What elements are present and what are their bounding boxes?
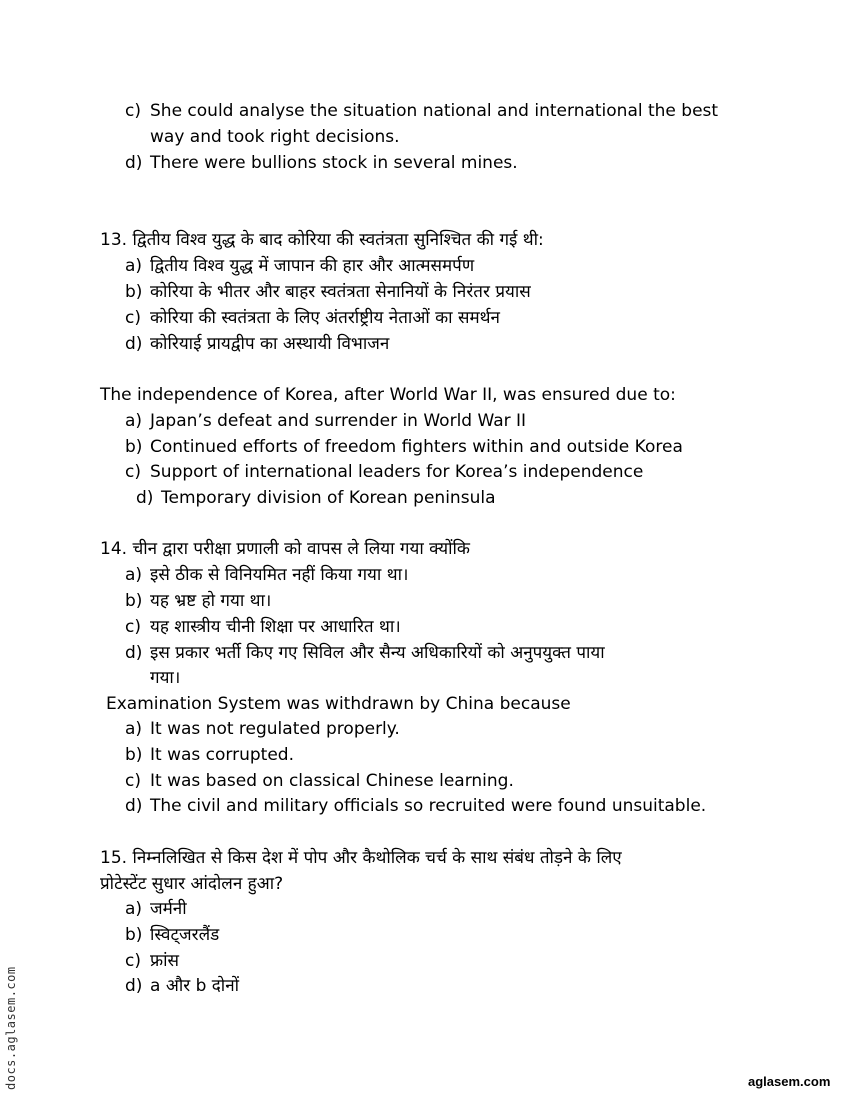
q13-english-option-d [136, 487, 495, 509]
option-text: यह शास्त्रीय चीनी शिक्षा पर आधारित था। [150, 617, 401, 637]
q15-hindi-option-b [125, 924, 219, 946]
option-text: इस प्रकार भर्ती किए गए सिविल और सैन्य अधिकारियों को अनुपयुक्त पाया [150, 643, 605, 663]
option-text: The civil and military officials so recruited were found unsuitable. [150, 796, 707, 816]
q14-english-option-d [125, 795, 706, 817]
option-label: a) [125, 256, 143, 276]
option-text: द्वितीय विश्व युद्ध में जापान की हार और आत्मसमर्पण [150, 256, 475, 276]
option-label: d) [136, 488, 154, 508]
option-text: It was corrupted. [150, 745, 294, 765]
q14-hindi-option-b [125, 590, 271, 612]
q13-hindi-question: 13. द्वितीय विश्व युद्ध के बाद कोरिया की स्वतंत्रता सुनिश्चित की गई थी: [100, 230, 544, 250]
q14-hindi-question: 14. चीन द्वारा परीक्षा प्रणाली को वापस ले लिया गया क्योंकि [100, 539, 470, 559]
option-text: She could analyse the situation national and international the best [150, 101, 719, 121]
option-text: Japan’s defeat and surrender in World War II [150, 411, 527, 431]
option-text: It was based on classical Chinese learning. [150, 771, 514, 791]
option-text: कोरिया की स्वतंत्रता के लिए अंतर्राष्ट्रीय नेताओं का समर्थन [150, 308, 500, 328]
option-label: c) [125, 771, 141, 791]
option-text: जर्मनी [150, 899, 187, 919]
option-text: फ्रांस [150, 951, 180, 971]
option-label: d) [125, 976, 143, 996]
q15-hindi-option-c [125, 950, 179, 972]
option-text: a और b दोनों [150, 976, 240, 996]
option-text: There were bullions stock in several mines. [150, 153, 518, 173]
option-label: c) [125, 951, 141, 971]
option-label: b) [125, 925, 143, 945]
option-text: यह भ्रष्ट हो गया था। [150, 591, 272, 611]
option-label: b) [125, 745, 143, 765]
option-label: c) [125, 462, 141, 482]
option-text: कोरिया के भीतर और बाहर स्वतंत्रता सेनानियों के निरंतर प्रयास [150, 282, 531, 302]
option-text: इसे ठीक से विनियमित नहीं किया गया था। [150, 565, 409, 585]
q14-hindi-option-c [125, 616, 401, 638]
option-label: c) [125, 617, 141, 637]
q15-hindi-question-continued: प्रोटेस्टेंट सुधार आंदोलन हुआ? [100, 874, 284, 894]
q14-hindi-option-a [125, 564, 408, 586]
q12-option-d [125, 152, 518, 174]
q15-hindi-option-d [125, 975, 239, 997]
option-text: Temporary division of Korean peninsula [161, 488, 496, 508]
q14-hindi-option-d-continued: गया। [150, 668, 181, 688]
option-text: It was not regulated properly. [150, 719, 400, 739]
q15-hindi-question: 15. निम्नलिखित से किस देश में पोप और कैथोलिक चर्च के साथ संबंध तोड़ने के लिए [100, 848, 622, 868]
q13-english-option-b [125, 436, 683, 458]
option-text: कोरियाई प्रायद्वीप का अस्थायी विभाजन [150, 334, 390, 354]
q14-hindi-option-d [125, 642, 605, 664]
q13-hindi-option-a [125, 255, 474, 277]
q14-english-option-a [125, 718, 400, 740]
q12-option-c [125, 100, 718, 122]
option-label: a) [125, 565, 143, 585]
brand-footer: aglasem.com [748, 1074, 831, 1089]
q14-english-option-c [125, 770, 514, 792]
option-label: c) [125, 101, 141, 121]
option-label: d) [125, 334, 143, 354]
side-watermark: docs.aglasem.com [4, 966, 18, 1090]
option-text: Continued efforts of freedom fighters within and outside Korea [150, 437, 683, 457]
option-label: a) [125, 411, 143, 431]
q13-hindi-option-d [125, 333, 389, 355]
option-label: b) [125, 591, 143, 611]
q15-hindi-option-a [125, 898, 187, 920]
option-label: a) [125, 719, 143, 739]
option-label: a) [125, 899, 143, 919]
q13-hindi-option-b [125, 281, 531, 303]
option-text: Support of international leaders for Korea’s independence [150, 462, 644, 482]
option-label: d) [125, 153, 143, 173]
q13-english-option-c [125, 461, 643, 483]
q13-english-option-a [125, 410, 526, 432]
option-label: d) [125, 643, 143, 663]
q14-english-option-b [125, 744, 294, 766]
option-label: b) [125, 282, 143, 302]
option-label: c) [125, 308, 141, 328]
q12-option-c-continued: way and took right decisions. [150, 127, 400, 147]
q13-hindi-option-c [125, 307, 500, 329]
option-text: स्विट्जरलैंड [150, 925, 220, 945]
q13-english-question: The independence of Korea, after World War II, was ensured due to: [100, 385, 676, 405]
q14-english-question: Examination System was withdrawn by China because [106, 694, 571, 714]
option-label: b) [125, 437, 143, 457]
option-label: d) [125, 796, 143, 816]
